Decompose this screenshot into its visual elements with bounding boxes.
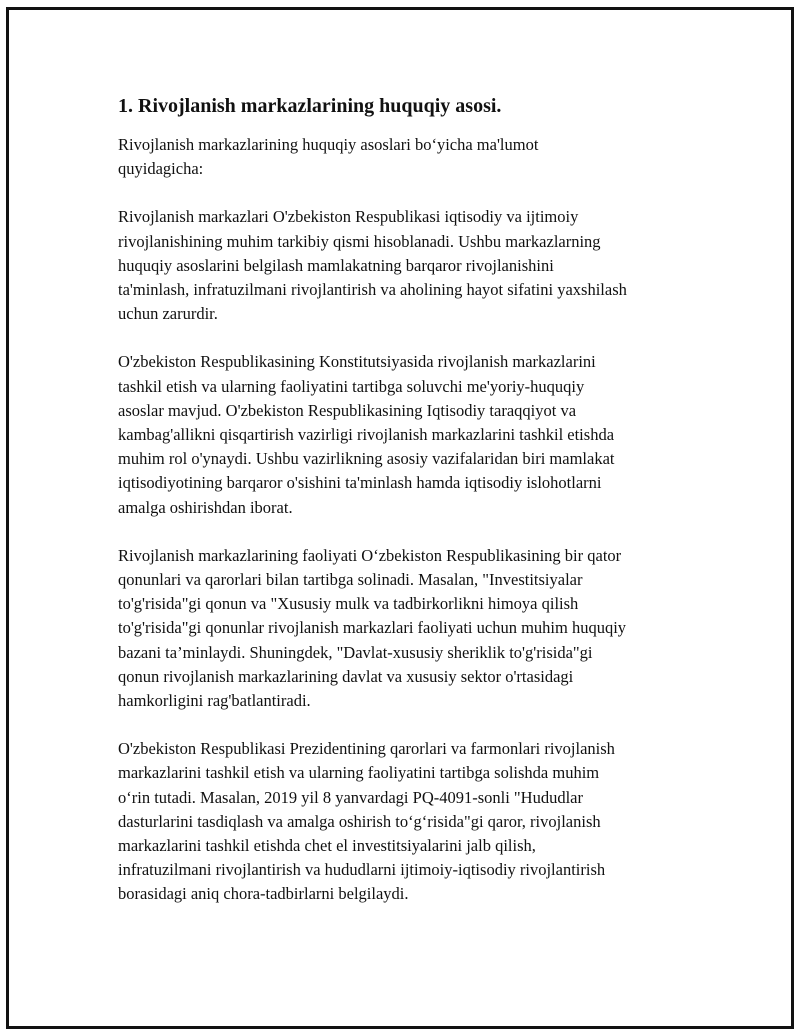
- text-line: muhim rol o'ynaydi. Ushbu vazirlikning asosiy vazifalaridan biri mamlakat: [118, 449, 615, 469]
- text-line: qonunlari va qarorlari bilan tartibga solinadi. Masalan, "Investitsiyalar: [118, 570, 583, 590]
- text-line: to'g'risida"gi qonun va "Xususiy mulk va tadbirkorlikni himoya qilish: [118, 594, 579, 614]
- text-line: Rivojlanish markazlarining huquqiy asoslari bo‘yicha ma'lumot: [118, 135, 539, 154]
- text-line: to'g'risida"gi qonunlar rivojlanish markazlari faoliyati uchun muhim huquqiy: [118, 618, 627, 638]
- paragraph-2: [118, 205, 698, 326]
- text-line: Rivojlanish markazlari O'zbekiston Respublikasi iqtisodiy va ijtimoiy: [118, 207, 579, 227]
- paragraph-5: [118, 737, 698, 906]
- text-line: iqtisodiyotining barqaror o'sishini ta'minlash hamda iqtisodiy islohotlarni: [118, 473, 602, 493]
- text-line: markazlarini tashkil etish va ularning faoliyatini tartibga solishda muhim: [118, 763, 600, 783]
- text-line: infratuzilmani rivojlantirish va hududlarni ijtimoiy-iqtisodiy rivojlantirish: [118, 860, 606, 880]
- text-line: amalga oshirishdan iborat.: [118, 497, 293, 517]
- text-line: o‘rin tutadi. Masalan, 2019 yil 8 yanvardagi PQ-4091-sonli "Hududlar: [118, 787, 583, 807]
- text-line: bazani ta’minlaydi. Shuningdek, "Davlat-xususiy sheriklik to'g'risida"gi: [118, 642, 593, 662]
- document-body: [118, 93, 698, 931]
- text-line: asoslar mavjud. O'zbekiston Respublikasining Iqtisodiy taraqqiyot va: [118, 400, 577, 420]
- text-line: qonun rivojlanish markazlarining davlat va xususiy sektor o'rtasidagi: [118, 666, 574, 686]
- text-line: kambag'allikni qisqartirish vazirligi rivojlanish markazlarini tashkil etishda: [118, 425, 615, 445]
- text-line: quyidagicha:: [118, 159, 204, 179]
- text-line: ta'minlash, infratuzilmani rivojlantirish va aholining hayot sifatini yaxshilash: [118, 280, 627, 300]
- text-line: tashkil etish va ularning faoliyatini tartibga soluvchi me'yoriy-huquqiy: [118, 376, 585, 396]
- text-line: rivojlanishining muhim tarkibiy qismi hisoblanadi. Ushbu markazlarning: [118, 231, 601, 251]
- text-line: dasturlarini tasdiqlash va amalga oshirish to‘g‘risida"gi qaror, rivojlanish: [118, 811, 601, 831]
- text-line: Rivojlanish markazlarining faoliyati O‘zbekiston Respublikasining bir qator: [118, 545, 622, 565]
- text-line: uchun zarurdir.: [118, 304, 218, 324]
- paragraph-3: [118, 350, 698, 519]
- text-line: markazlarini tashkil etishda chet el investitsiyalarini jalb qilish,: [118, 836, 536, 856]
- text-line: O'zbekiston Respublikasining Konstitutsiyasida rivojlanish markazlarini: [118, 352, 596, 372]
- text-line: O'zbekiston Respublikasi Prezidentining qarorlari va farmonlari rivojlanish: [118, 739, 615, 759]
- paragraph-1: [118, 133, 698, 181]
- text-line: borasidagi aniq chora-tadbirlarni belgilaydi.: [118, 884, 409, 904]
- paragraph-4: [118, 544, 698, 713]
- text-line: huquqiy asoslarini belgilash mamlakatning barqaror rivojlanishini: [118, 255, 554, 275]
- text-line: hamkorligini rag'batlantiradi.: [118, 691, 311, 711]
- section-heading: 1. Rivojlanish markazlarining huquqiy asosi.: [118, 95, 502, 117]
